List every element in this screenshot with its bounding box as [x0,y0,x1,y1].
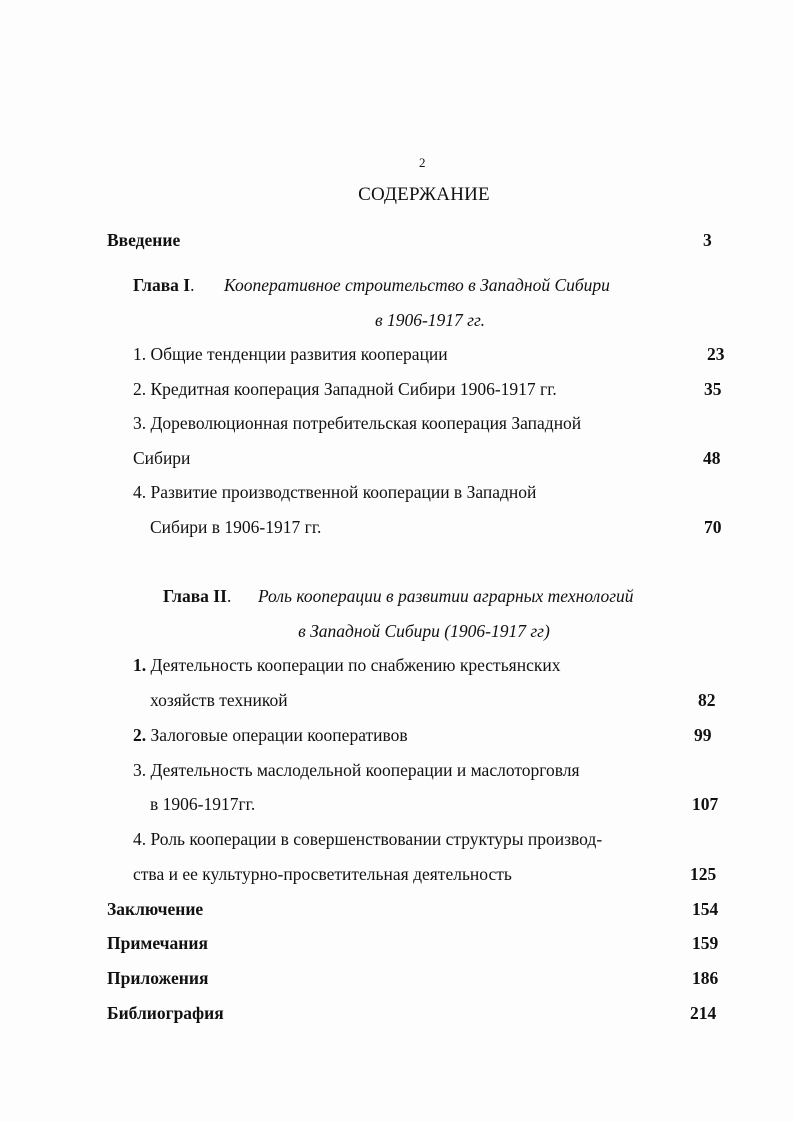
ch2-sec3-line1: 3. Деятельность маслодельной кооперации и маслоторговля [133,760,580,780]
ch2-sec2-line1 [133,727,408,745]
toc-conclusion-page: 154 [692,899,719,919]
ch1-sec3-line1: 3. Дореволюционная потребительская кооперация Западной [133,413,582,433]
ch2-sec1-line1 [133,657,560,675]
ch1-sec3-line2: Сибири [133,448,191,468]
chapter2-dot: . [226,586,232,606]
ch1-sec4-line1: 4. Развитие производственной кооперации в Западной [133,482,537,502]
ch2-sec1-page: 82 [698,690,716,710]
ch1-sec2-page: 35 [704,379,722,399]
chapter1-title-line1: Кооперативное строительство в Западной Сибири [224,275,610,295]
toc-bibliography-label: Библиография [107,1003,224,1023]
page-number: 2 [419,155,426,170]
toc-intro-page: 3 [703,230,712,250]
ch2-sec4-line1: 4. Роль кооперации в совершенствовании структуры производ- [133,829,603,849]
ch2-sec2-page: 99 [694,725,712,745]
ch1-sec1-page: 23 [707,344,725,364]
toc-notes-page: 159 [692,933,719,953]
ch2-sec2-text: Залоговые операции кооперативов [150,725,408,745]
ch2-sec3-page: 107 [692,794,719,814]
toc-intro-label: Введение [107,230,181,250]
ch2-sec1-text: Деятельность кооперации по снабжению крестьянских [150,655,561,675]
chapter1-dot: . [190,275,195,295]
ch2-sec4-page: 125 [690,864,717,884]
ch2-sec2-num: 2. [133,725,147,745]
ch2-sec1-num: 1. [133,655,147,675]
chapter1-title-line2: в 1906-1917 гг. [375,310,485,330]
toc-appendices-page: 186 [692,968,719,988]
ch1-sec3-page: 48 [703,448,721,468]
chapter2-label: Глава II [163,586,227,606]
ch1-sec4-line2: Сибири в 1906-1917 гг. [150,517,322,537]
chapter2-title-line2: в Западной Сибири (1906-1917 гг) [298,621,550,641]
page-title: СОДЕРЖАНИЕ [358,184,490,205]
ch1-sec4-page: 70 [704,517,722,537]
ch1-sec2-line1: 2. Кредитная кооперация Западной Сибири 1906-1917 гг. [133,379,557,399]
toc-notes-label: Примечания [107,933,208,953]
toc-appendices-label: Приложения [107,968,209,988]
toc-conclusion-label: Заключение [107,899,204,919]
ch2-sec4-line2: ства и ее культурно-просветительная деятельность [133,864,512,884]
ch2-sec1-line2: хозяйств техникой [150,690,288,710]
chapter2-heading [163,588,231,606]
ch1-sec1-line1: 1. Общие тенденции развития кооперации [133,344,448,364]
chapter2-title-line1: Роль кооперации в развитии аграрных технологий [258,586,634,606]
chapter1-label: Глава I [133,275,191,295]
ch2-sec3-line2: в 1906-1917гг. [150,794,256,814]
chapter1-heading [133,277,195,295]
toc-bibliography-page: 214 [690,1003,717,1023]
